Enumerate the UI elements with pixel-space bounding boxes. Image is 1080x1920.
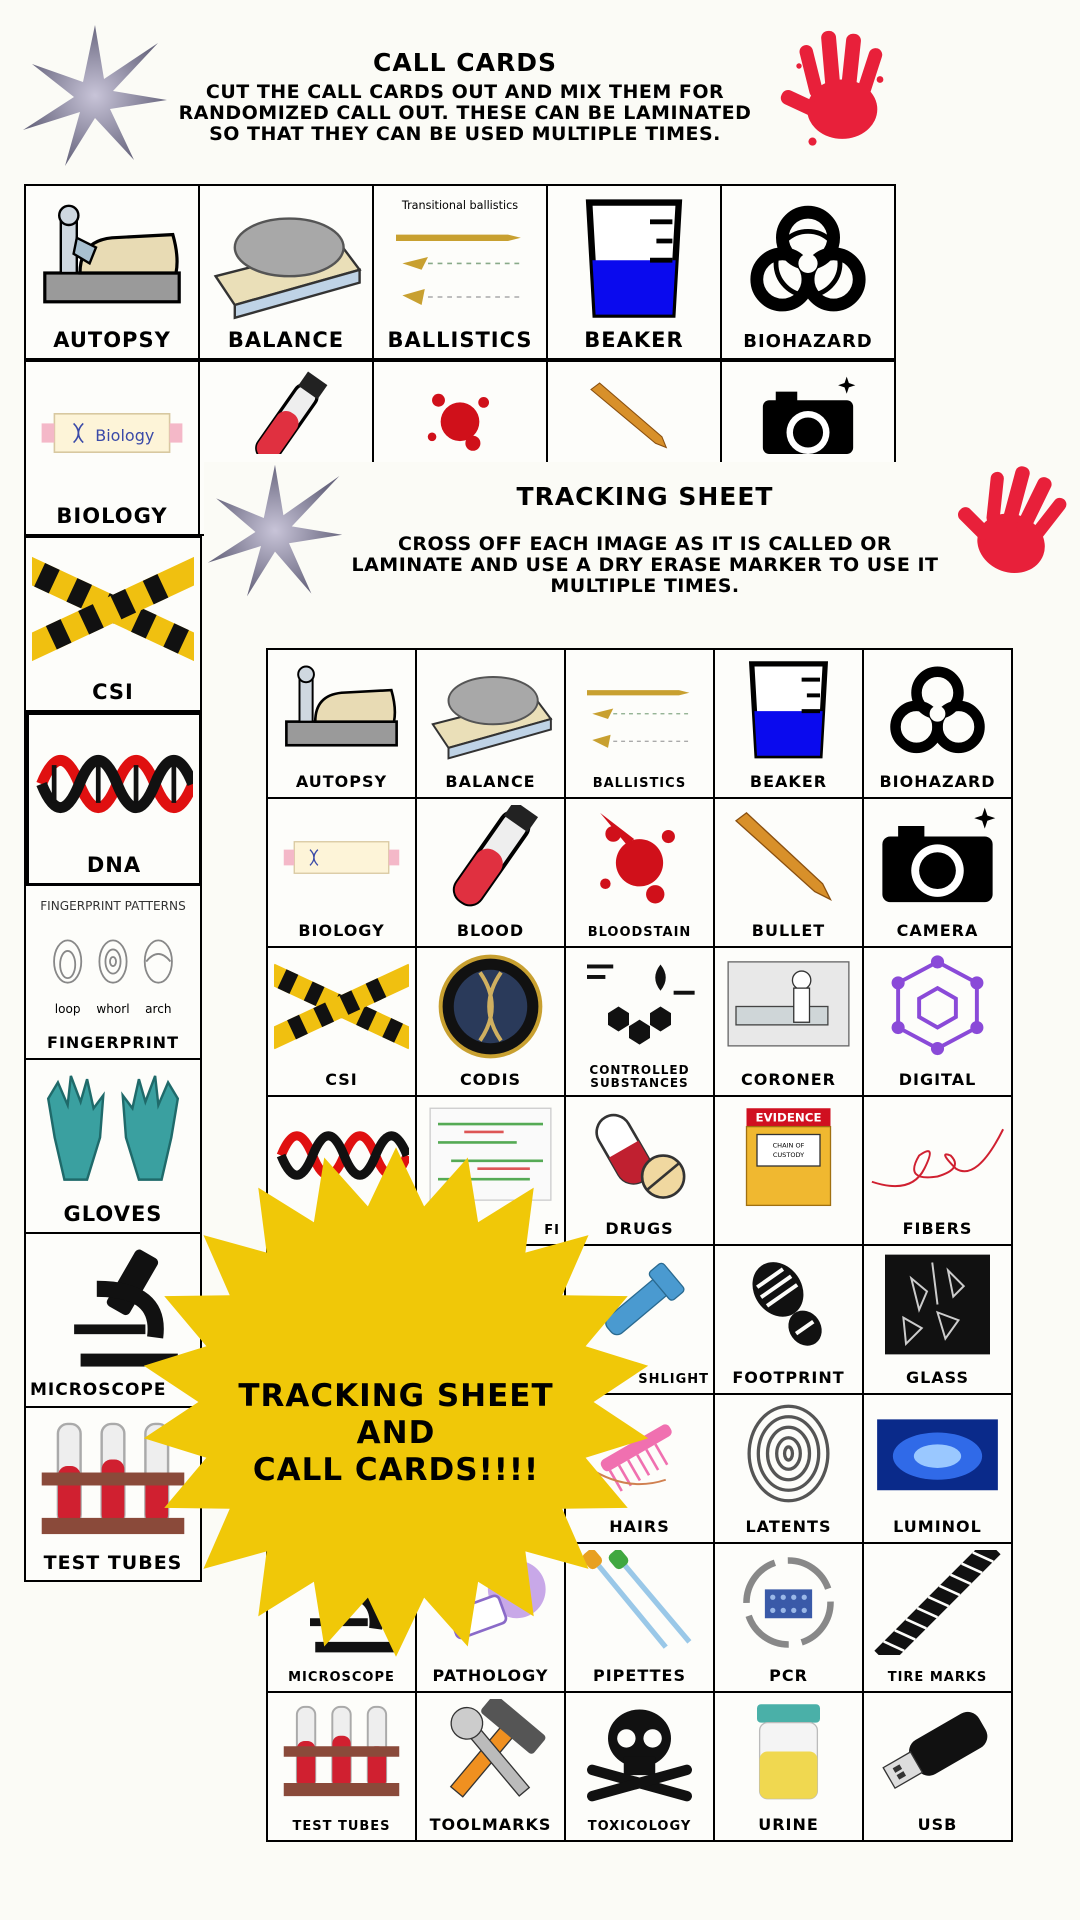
- star-burst-icon: [20, 22, 170, 172]
- tracking-cell-label: LATENTS: [745, 1517, 832, 1536]
- tracking-cell-urine[interactable]: [715, 1693, 864, 1842]
- tracking-cell-label: CORONER: [741, 1070, 836, 1089]
- camera-icon: [870, 805, 1005, 910]
- tracking-cell-label: BALLISTICS: [592, 776, 687, 791]
- footprint-icon: [721, 1252, 856, 1357]
- tracking-cell-label: CODIS: [459, 1070, 522, 1089]
- tracking-cell-label: BALANCE: [445, 772, 536, 791]
- handprint-icon: [772, 24, 907, 162]
- tracking-cell-label: DRUGS: [605, 1219, 674, 1238]
- call-card-csi[interactable]: [26, 538, 202, 712]
- codis-icon: [423, 954, 558, 1059]
- call-cards-row-1: [24, 184, 896, 360]
- call-card-ballistics[interactable]: [374, 186, 548, 360]
- beaker-icon: [554, 192, 714, 322]
- tracking-cell-biology[interactable]: [268, 799, 417, 948]
- call-cards-title: CALL CARDS: [373, 48, 557, 77]
- balance-icon: [423, 656, 558, 761]
- digital-icon: [870, 954, 1005, 1059]
- tracking-cell-fibers[interactable]: [864, 1097, 1013, 1246]
- usb-icon: [870, 1699, 1005, 1804]
- biology-icon: [32, 368, 192, 498]
- tracking-cell-luminol[interactable]: [864, 1395, 1013, 1544]
- tracking-cell-balance[interactable]: [417, 650, 566, 799]
- tracking-cell-label: AUTOPSY: [295, 772, 388, 791]
- tracking-cell[interactable]: [715, 1097, 864, 1246]
- tracking-cell-label: FOOTPRINT: [732, 1368, 845, 1387]
- burst-line-3: CALL CARDS!!!!: [252, 1452, 540, 1488]
- call-card-biology[interactable]: [26, 362, 200, 536]
- autopsy-icon: [32, 192, 192, 322]
- call-card-label: BIOHAZARD: [743, 331, 873, 352]
- tracking-cell-glass[interactable]: [864, 1246, 1013, 1395]
- call-card-label: BEAKER: [584, 328, 684, 352]
- tracking-cell-label: BIOHAZARD: [879, 772, 996, 791]
- burst-line-1: TRACKING SHEET: [238, 1378, 554, 1414]
- tracking-cell-usb[interactable]: [864, 1693, 1013, 1842]
- call-card-biohazard[interactable]: [722, 186, 896, 360]
- tracking-cell-label: BLOODSTAIN: [587, 925, 692, 940]
- coroner-icon: [721, 954, 856, 1059]
- bloodstain-icon: [380, 368, 540, 454]
- call-card-autopsy[interactable]: [26, 186, 200, 360]
- tracking-cell-csi[interactable]: [268, 948, 417, 1097]
- tracking-cell-label: GLASS: [905, 1368, 970, 1387]
- svg-text:CUSTODY: CUSTODY: [772, 1150, 805, 1159]
- ballistics-icon: [572, 656, 707, 761]
- tracking-cell-label: TIRE MARKS: [887, 1670, 988, 1685]
- tracking-cell-latents[interactable]: [715, 1395, 864, 1544]
- tracking-sheet-instructions: CROSS OFF EACH IMAGE AS IT IS CALLED OR LAMINATE AND USE A DRY ERASE MARKER TO USE IT MULTIPLE TIMES.: [351, 533, 939, 597]
- tracking-cell-camera[interactable]: [864, 799, 1013, 948]
- tracking-cell-test-tubes[interactable]: [268, 1693, 417, 1842]
- tracking-cell-blood[interactable]: [417, 799, 566, 948]
- tracking-cell-label: URINE: [758, 1815, 819, 1834]
- partial-cell-label: FI: [544, 1223, 560, 1238]
- call-card-label: BALLISTICS: [387, 328, 533, 352]
- tracking-cell-label: USB: [917, 1815, 958, 1834]
- tracking-cell-footprint[interactable]: [715, 1246, 864, 1395]
- tracking-cell-label: PATHOLOGY: [432, 1666, 549, 1685]
- tracking-cell-autopsy[interactable]: [268, 650, 417, 799]
- call-card-label: AUTOPSY: [53, 328, 171, 352]
- call-card-beaker[interactable]: [548, 186, 722, 360]
- tracking-cell-label: BLOOD: [456, 921, 525, 940]
- blood-tube-icon: [423, 805, 558, 910]
- tracking-cell-label: BIOLOGY: [298, 921, 385, 940]
- tracking-cell-label: HAIRS: [609, 1517, 670, 1536]
- tracking-cell-codis[interactable]: [417, 948, 566, 1097]
- ballistics-caption: Transitional ballistics: [401, 199, 519, 212]
- tracking-cell-digital[interactable]: [864, 948, 1013, 1097]
- tracking-cell-coroner[interactable]: [715, 948, 864, 1097]
- blood-tube-icon: [206, 368, 366, 454]
- tracking-cell-label: TOXICOLOGY: [587, 1819, 692, 1834]
- handprint-icon: [948, 460, 1080, 595]
- burst-line-2: AND: [356, 1415, 436, 1451]
- biology-caption: Biology: [95, 426, 155, 445]
- tracking-cell-label: PCR: [769, 1666, 808, 1685]
- bullet-icon: [721, 805, 856, 910]
- tracking-cell-bloodstain[interactable]: [566, 799, 715, 948]
- call-cards-instructions: CUT THE CALL CARDS OUT AND MIX THEM FOR RANDOMIZED CALL OUT. THESE CAN BE LAMINATED SO THAT THEY CAN BE USED MULTIPLE TIMES.: [178, 81, 752, 145]
- arch-caption: arch: [145, 1001, 172, 1016]
- tracking-cell-ballistics[interactable]: [566, 650, 715, 799]
- tracking-cell-tire-marks[interactable]: [864, 1544, 1013, 1693]
- tracking-cell-bullet[interactable]: [715, 799, 864, 948]
- call-card-fingerprint[interactable]: [26, 886, 202, 1060]
- biohazard-icon: [728, 192, 888, 322]
- tracking-cell-label: BEAKER: [749, 772, 828, 791]
- dna-icon: [35, 721, 193, 847]
- call-card-label: CSI: [92, 680, 134, 704]
- camera-icon: [728, 368, 888, 454]
- tracking-cell-label: FIBERS: [902, 1219, 973, 1238]
- whorl-caption: whorl: [96, 1001, 130, 1016]
- tracking-cell-label: BULLET: [751, 921, 826, 940]
- beaker-icon: [721, 656, 856, 761]
- tracking-cell-label: CONTROLLED SUBSTANCES: [589, 1063, 690, 1090]
- tracking-cell-label: DIGITAL: [898, 1070, 977, 1089]
- loop-caption: loop: [54, 1001, 81, 1016]
- tracking-cell-label: LUMINOL: [893, 1517, 982, 1536]
- ballistics-icon: [380, 192, 540, 322]
- tracking-cell-label: TOOLMARKS: [429, 1815, 552, 1834]
- csi-tape-icon: [32, 544, 194, 674]
- tracking-cell-biohazard[interactable]: [864, 650, 1013, 799]
- bloodstain-icon: [572, 805, 707, 910]
- tracking-sheet-title: TRACKING SHEET: [516, 482, 774, 511]
- tracking-cell-label: CSI: [325, 1070, 358, 1089]
- svg-text:CHAIN OF: CHAIN OF: [772, 1141, 805, 1150]
- call-card-label: GLOVES: [63, 1202, 163, 1226]
- controlled-substances-icon: [572, 954, 707, 1059]
- call-card-label: TEST TUBES: [43, 1552, 183, 1574]
- biohazard-icon: [870, 656, 1005, 761]
- urine-icon: [721, 1699, 856, 1804]
- fibers-icon: [870, 1103, 1005, 1208]
- tracking-cell-toxicology[interactable]: [566, 1693, 715, 1842]
- fingerprint-patterns-icon: [32, 892, 194, 1028]
- call-card-label: DNA: [86, 853, 142, 877]
- latents-icon: [721, 1401, 856, 1506]
- tracking-cell-pcr[interactable]: [715, 1544, 864, 1693]
- tracking-cell-label: PIPETTES: [593, 1666, 686, 1685]
- fingerprint-caption: FINGERPRINT PATTERNS: [40, 899, 186, 914]
- tire-marks-icon: [870, 1550, 1005, 1655]
- bullet-icon: [554, 368, 714, 454]
- autopsy-icon: [274, 656, 409, 761]
- tracking-cell-toolmarks[interactable]: [417, 1693, 566, 1842]
- partial-cell-label: SHLIGHT: [638, 1372, 709, 1387]
- luminol-icon: [870, 1401, 1005, 1506]
- star-burst-icon: [205, 462, 345, 602]
- toolmarks-icon: [423, 1699, 558, 1804]
- svg-text:EVIDENCE: EVIDENCE: [755, 1110, 822, 1125]
- toxicology-icon: [572, 1699, 707, 1804]
- balance-icon: [206, 192, 366, 322]
- glass-icon: [870, 1252, 1005, 1357]
- tracking-cell-beaker[interactable]: [715, 650, 864, 799]
- test-tubes-icon: [274, 1699, 409, 1804]
- call-card-label: BIOLOGY: [56, 504, 168, 528]
- burst-banner-text: [196, 1378, 596, 1489]
- tracking-cell-controlled-substances[interactable]: [566, 948, 715, 1097]
- call-card-dna[interactable]: [26, 712, 202, 886]
- call-card-label: MICROSCOPE: [30, 1380, 167, 1400]
- call-card-label: FINGERPRINT: [47, 1033, 179, 1052]
- call-card-label: BALANCE: [227, 328, 345, 352]
- csi-tape-icon: [274, 954, 409, 1059]
- evidence-bag-icon: [721, 1103, 856, 1208]
- call-card-balance[interactable]: [200, 186, 374, 360]
- pcr-icon: [721, 1550, 856, 1655]
- tracking-cell-label: CAMERA: [896, 921, 979, 940]
- tracking-cell-label: TEST TUBES: [292, 1819, 391, 1834]
- tracking-cell-label: MICROSCOPE: [288, 1670, 395, 1685]
- biology-icon: [274, 805, 409, 910]
